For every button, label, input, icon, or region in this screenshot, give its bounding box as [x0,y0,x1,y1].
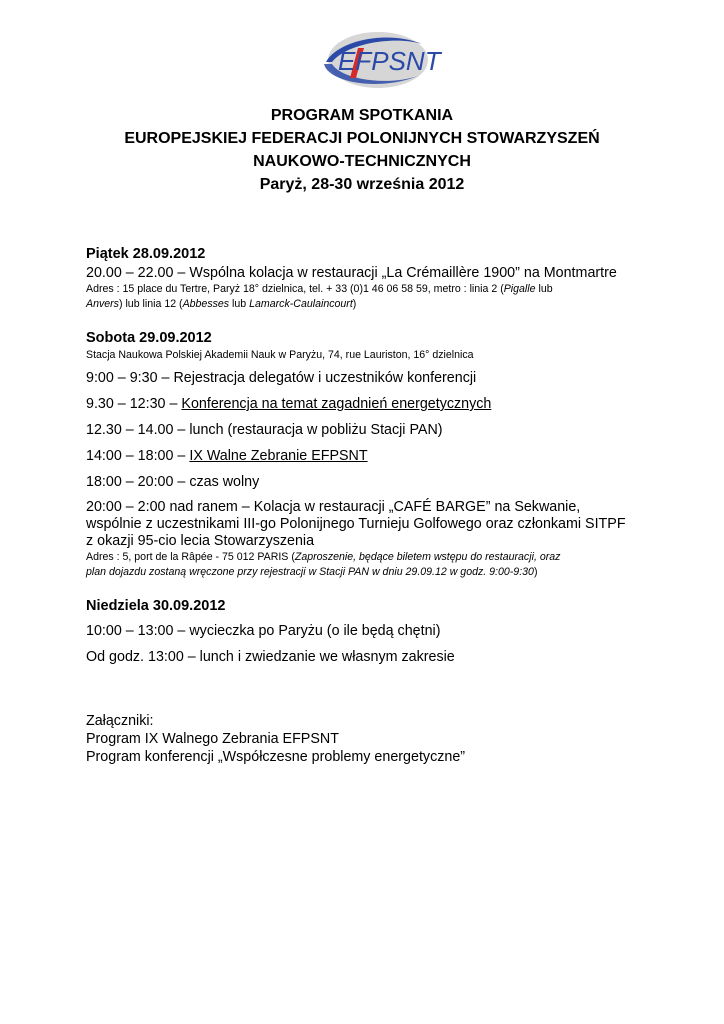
sunday-item-1: 10:00 – 13:00 – wycieczka po Paryżu (o ile będą chętni) [86,623,441,639]
saturday-venue: Stacja Naukowa Polskiej Akademii Nauk w Paryżu, 74, rue Lauriston, 16° dzielnica [86,349,474,361]
attachment-item-2: Program konferencji „Współczesne problemy energetyczne” [86,749,466,765]
title-date-line: Paryż, 28-30 września 2012 [259,176,465,193]
title-line-2: EUROPEJSKIEJ FEDERACJI POLONIJNYCH STOWARZYSZEŃ [124,130,600,147]
friday-item: 20.00 – 22.00 – Wspólna kolacja w restauracji „La Crémaillère 1900” na Montmartre [86,265,617,281]
attachments-heading: Załączniki: [86,713,154,729]
sunday-heading: Niedziela 30.09.2012 [86,598,226,614]
logo-lettering [318,26,441,92]
saturday-item-6: 20:00 – 2:00 nad ranem – Kolacja w restauracji „CAFÉ BARGE” na Sekwanie, wspólnie z uczestnikami III-go Polonijnego Turnieju Golfowego oraz członkami SITPF z okazji 95-cio lecia Stowarzyszenia [86,499,626,549]
saturday-item-2: 9.30 – 12:30 – Konferencja na temat zagadnień energetycznych [86,396,492,412]
friday-address: Adres : 15 place du Tertre, Paryż 18° dzielnica, tel. + 33 (0)1 46 06 58 59, metro : linia 2 (Pigalle lub Anvers) lub linia 12 (Abbesses lub Lamarck-Caulaincourt) [86,283,553,310]
friday-heading: Piątek 28.09.2012 [86,246,206,262]
document-title [60,104,664,196]
program-content [86,244,646,766]
efpsnt-logo [318,26,441,92]
svg-text:EFPSNT: EFPSNT [338,46,441,76]
saturday-address: Adres : 5, port de la Râpée - 75 012 PARIS (Zaproszenie, będące biletem wstępu do restauracji, oraz plan dojazdu zostaną wręczone przy rejestracji w Stacji PAN w dniu 29.09.12 w godz. 9:00-9:30) [86,551,561,578]
saturday-item-5: 18:00 – 20:00 – czas wolny [86,474,260,490]
saturday-item-3: 12.30 – 14.00 – lunch (restauracja w pobliżu Stacji PAN) [86,422,443,438]
saturday-item-1: 9:00 – 9:30 – Rejestracja delegatów i uczestników konferencji [86,370,477,386]
conference-link[interactable]: Konferencja na temat zagadnień energetycznych [181,396,492,412]
attachment-item-1: Program IX Walnego Zebrania EFPSNT [86,731,339,747]
saturday-heading: Sobota 29.09.2012 [86,330,212,346]
saturday-item-4: 14:00 – 18:00 – IX Walne Zebranie EFPSNT [86,448,368,464]
sunday-item-2: Od godz. 13:00 – lunch i zwiedzanie we własnym zakresie [86,649,455,665]
title-line-3: NAUKOWO-TECHNICZNYCH [253,153,471,170]
general-meeting-link[interactable]: IX Walne Zebranie EFPSNT [189,448,368,464]
title-line-1: PROGRAM SPOTKANIA [270,107,454,124]
